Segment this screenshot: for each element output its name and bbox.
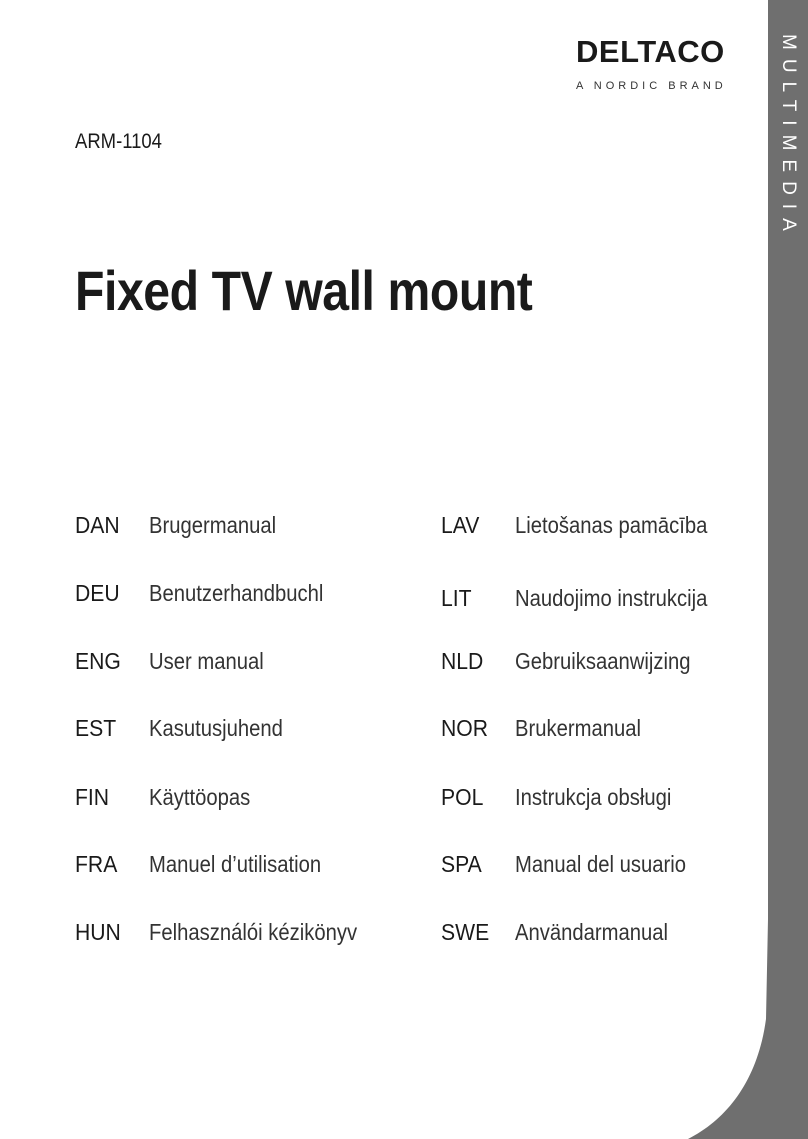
language-name: Manuel d’utilisation [149, 850, 322, 877]
language-row-eng [75, 646, 279, 676]
brand-tagline: A NORDIC BRAND [576, 80, 727, 92]
language-name: Användarmanual [515, 918, 669, 945]
language-row-deu [75, 578, 347, 608]
language-code: SPA [441, 850, 482, 877]
language-code: NOR [441, 714, 489, 741]
side-label: MULTIMEDIA [778, 34, 799, 240]
language-row-spa [441, 849, 709, 879]
language-code: NLD [441, 647, 484, 674]
language-name: Brukermanual [515, 714, 642, 741]
language-row-lit [441, 583, 734, 613]
model-number: ARM-1104 [75, 130, 162, 153]
language-code: DAN [75, 511, 120, 538]
language-name: Brugermanual [149, 511, 277, 538]
brand-logo [576, 34, 734, 92]
language-code: LAV [441, 511, 480, 538]
language-code: HUN [75, 918, 121, 945]
language-code: ENG [75, 647, 121, 674]
side-band-curve [688, 919, 808, 1139]
language-code: SWE [441, 918, 490, 945]
language-row-nor [441, 713, 658, 743]
language-name: Käyttöopas [149, 783, 251, 810]
language-name: Naudojimo instrukcija [515, 584, 708, 611]
language-code: DEU [75, 579, 120, 606]
language-name: Kasutusjuhend [149, 714, 283, 741]
language-code: EST [75, 714, 117, 741]
language-row-swe [441, 917, 689, 947]
language-row-pol [441, 782, 693, 812]
language-row-lav [441, 510, 734, 540]
language-row-dan [75, 510, 293, 540]
language-row-hun [75, 917, 386, 947]
language-code: FIN [75, 783, 110, 810]
language-name: Manual del usuario [515, 850, 687, 877]
language-row-fin [75, 782, 264, 812]
language-name: User manual [149, 647, 264, 674]
language-name: Felhasználói kézikönyv [149, 918, 358, 945]
language-name: Lietošanas pamācība [515, 511, 708, 538]
language-name: Gebruiksaanwijzing [515, 647, 691, 674]
language-code: POL [441, 783, 484, 810]
language-code: FRA [75, 850, 118, 877]
language-row-fra [75, 849, 345, 879]
language-row-est [75, 713, 301, 743]
brand-name: DELTACO [576, 34, 725, 69]
language-code: LIT [441, 584, 472, 611]
language-name: Benutzerhandbuchl [149, 579, 324, 606]
language-name: Instrukcja obsługi [515, 783, 672, 810]
document-title: Fixed TV wall mount [75, 259, 533, 322]
language-row-nld [441, 646, 714, 676]
